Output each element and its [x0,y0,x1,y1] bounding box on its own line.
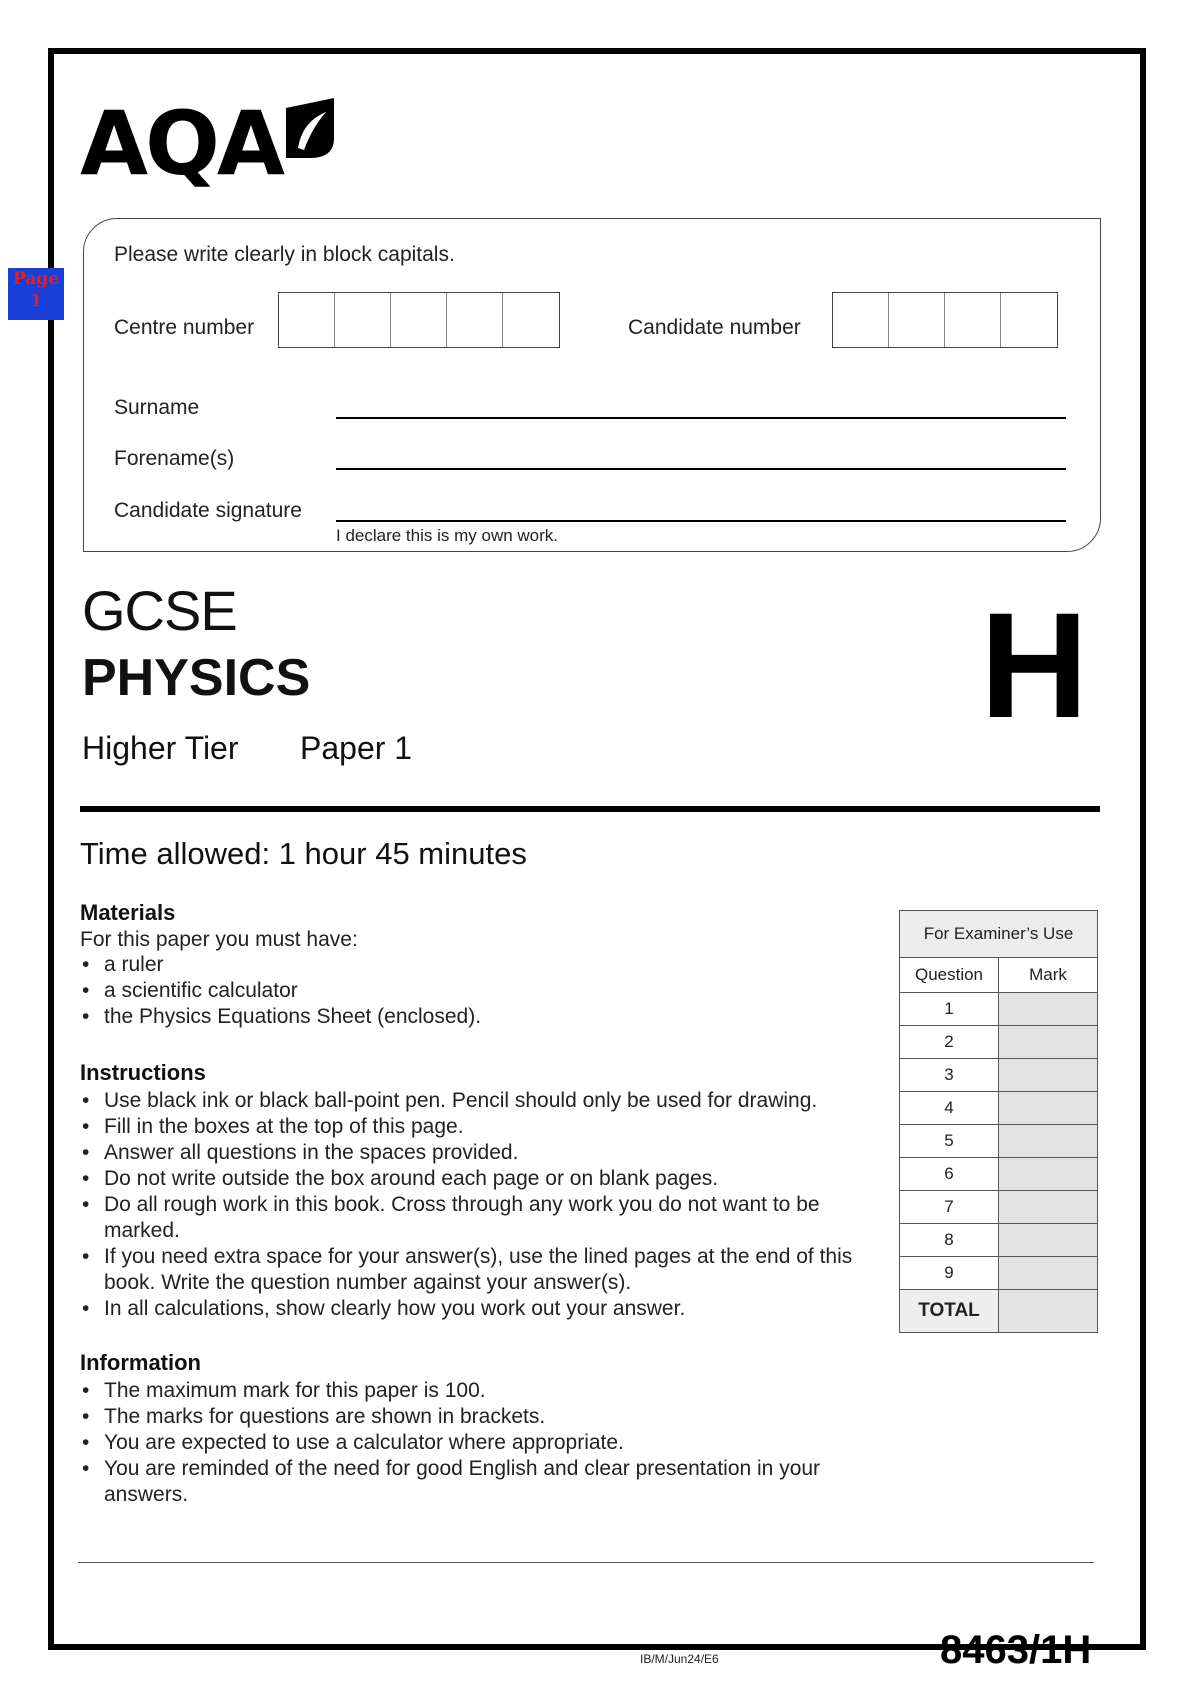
centre-digit-box[interactable] [335,293,391,347]
list-item: • You are reminded of the need for good English and clear presentation in your answers. [80,1456,870,1508]
list-item: • Do not write outside the box around each page or on blank pages. [80,1166,870,1192]
examiner-table-heading: For Examiner’s Use [900,911,1098,958]
list-item: • If you need extra space for your answer(s), use the lined pages at the end of this book. Write the question number against your answer(s). [80,1244,870,1296]
list-item: • The maximum mark for this paper is 100. [80,1378,870,1404]
list-item: • the Physics Equations Sheet (enclosed). [80,1004,860,1030]
centre-digit-box[interactable] [279,293,335,347]
table-row [900,1092,1098,1125]
signature-line[interactable] [336,520,1066,522]
table-row [900,1224,1098,1257]
mark-column-header: Mark [999,958,1098,993]
candidate-number-label: Candidate number [628,316,801,339]
list-item: • Fill in the boxes at the top of this page. [80,1114,870,1140]
table-row [900,1026,1098,1059]
page-badge-number: 1 [30,291,42,311]
information-section [80,1350,870,1508]
question-number-cell: 4 [900,1092,999,1125]
instructions-section [80,1060,870,1322]
tier-label: Higher Tier [82,730,239,766]
mark-cell [999,1158,1098,1191]
total-mark-cell [999,1290,1098,1333]
forenames-label: Forename(s) [114,447,235,470]
declaration-text: I declare this is my own work. [336,526,559,545]
question-number-cell: 5 [900,1125,999,1158]
list-item: • a scientific calculator [80,978,860,1004]
materials-list [80,952,860,1030]
table-row [900,1125,1098,1158]
candidate-digit-box[interactable] [889,293,945,347]
table-row [900,1191,1098,1224]
page-badge [8,268,64,320]
question-number-cell: 3 [900,1059,999,1092]
centre-number-boxes[interactable] [278,292,560,348]
mark-cell [999,1125,1098,1158]
signature-label: Candidate signature [114,499,302,522]
question-number-cell: 6 [900,1158,999,1191]
table-row [900,1257,1098,1290]
time-allowed: Time allowed: 1 hour 45 minutes [80,836,527,871]
forenames-line[interactable] [336,468,1066,470]
centre-digit-box[interactable] [391,293,447,347]
list-item: • Answer all questions in the spaces provided. [80,1140,870,1166]
list-item: • a ruler [80,952,860,978]
materials-section [80,900,860,1030]
mark-cell [999,1224,1098,1257]
mark-cell [999,1026,1098,1059]
list-item: • In all calculations, show clearly how you work out your answer. [80,1296,870,1322]
qualification-title: GCSE [82,579,237,642]
table-row [900,1059,1098,1092]
question-number-cell: 7 [900,1191,999,1224]
aqa-leaf-icon [282,98,338,160]
list-item: • Use black ink or black ball-point pen. Pencil should only be used for drawing. [80,1088,870,1114]
question-number-cell: 9 [900,1257,999,1290]
footer-divider [78,1562,1094,1563]
centre-number-label: Centre number [114,316,255,339]
list-item: • You are expected to use a calculator where appropriate. [80,1430,870,1456]
title-divider [80,806,1100,812]
paper-code: 8463/1H [940,1628,1092,1672]
materials-intro: For this paper you must have: [80,928,358,951]
list-item: • Do all rough work in this book. Cross through any work you do not want to be marked. [80,1192,870,1244]
information-heading: Information [80,1350,201,1375]
mark-cell [999,993,1098,1026]
materials-heading: Materials [80,900,176,925]
table-row [900,1158,1098,1191]
block-capitals-instruction: Please write clearly in block capitals. [114,243,455,266]
centre-digit-box[interactable] [447,293,503,347]
candidate-digit-box[interactable] [833,293,889,347]
paper-reference: IB/M/Jun24/E6 [640,1652,719,1666]
list-item: • The marks for questions are shown in brackets. [80,1404,870,1430]
subject-title: PHYSICS [82,649,311,707]
question-number-cell: 1 [900,993,999,1026]
aqa-logo-text: AQA [80,92,283,195]
paper-label: Paper 1 [300,730,413,766]
mark-cell [999,1257,1098,1290]
candidate-digit-box[interactable] [945,293,1001,347]
surname-label: Surname [114,396,200,419]
question-number-cell: 8 [900,1224,999,1257]
examiner-use-table [899,910,1098,1333]
information-list [80,1378,870,1508]
surname-line[interactable] [336,417,1066,419]
mark-cell [999,1059,1098,1092]
instructions-heading: Instructions [80,1060,206,1085]
centre-digit-box[interactable] [503,293,559,347]
total-label: TOTAL [900,1290,999,1333]
question-column-header: Question [900,958,999,993]
mark-cell [999,1191,1098,1224]
page-badge-label: Page [12,269,60,289]
instructions-list [80,1088,870,1322]
question-number-cell: 2 [900,1026,999,1059]
mark-cell [999,1092,1098,1125]
table-row [900,993,1098,1026]
candidate-number-boxes[interactable] [832,292,1058,348]
candidate-digit-box[interactable] [1001,293,1057,347]
tier-letter: H [980,581,1089,749]
